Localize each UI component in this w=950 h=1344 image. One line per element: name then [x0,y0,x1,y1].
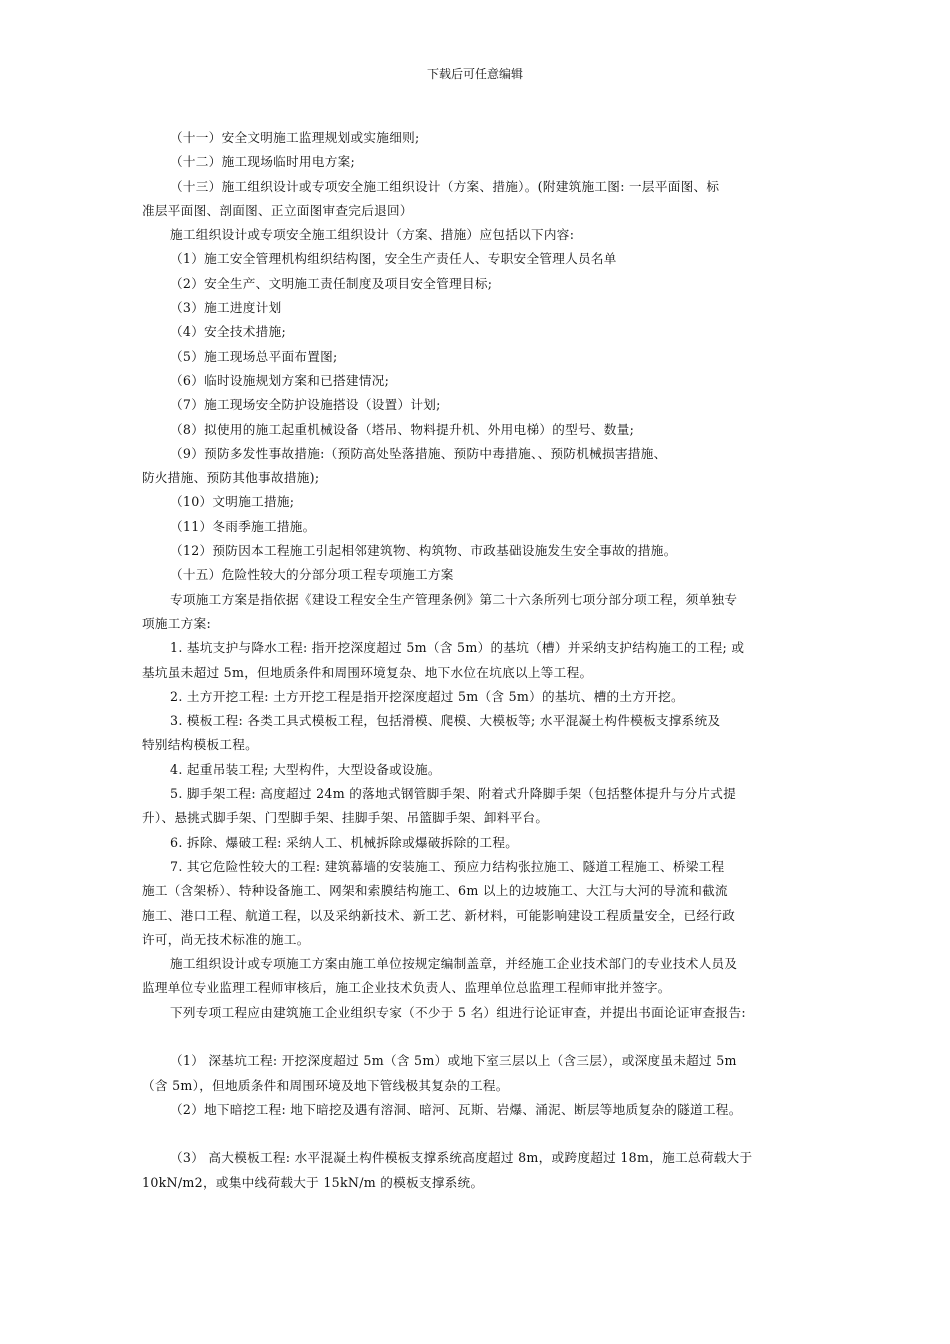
text-line: 施工、港口工程、航道工程，以及采纳新技术、新工艺、新材料，可能影响建设工程质量安全，已经行政 [142,907,736,923]
text-line: （3） 高大模板工程: 水平混凝土构件模板支撑系统高度超过 8m，或跨度超过 18m，施工总荷载大于 [170,1150,753,1166]
text-line: （十三）施工组织设计或专项安全施工组织设计（方案、措施）。(附建筑施工图: 一层平面图、标 [170,178,720,194]
text-line: 5. 脚手架工程: 高度超过 24m 的落地式钢管脚手架、附着式升降脚手架（包括整体提升与分片式提 [170,786,737,802]
text-line: 4. 起重吊装工程; 大型构件，大型设备或设施。 [170,761,441,777]
text-line: （含 5m），但地质条件和周围环境及地下管线极其复杂的工程。 [142,1077,509,1093]
text-line: （1）施工安全管理机构组织结构图，安全生产责任人、专职安全管理人员名单 [170,251,617,267]
text-line: 下列专项工程应由建筑施工企业组织专家（不少于 5 名）组进行论证审查，并提出书面论证审查报告: [170,1004,746,1020]
text-line: （10）文明施工措施; [170,494,295,510]
text-line: 专项施工方案是指依据《建设工程安全生产管理条例》第二十六条所列七项分部分项工程，须单独专 [170,591,738,607]
text-line: （2）安全生产、文明施工责任制度及项目安全管理目标; [170,275,493,291]
text-line: 10kN/m2，或集中线荷载大于 15kN/m 的模板支撑系统。 [142,1174,484,1190]
text-line: 特别结构模板工程。 [142,737,259,753]
text-line: 1. 基坑支护与降水工程: 指开挖深度超过 5m（含 5m）的基坑（槽）并采纳支护结构施工的工程; 或 [170,640,745,656]
text-line: （1） 深基坑工程: 开挖深度超过 5m（含 5m）或地下室三层以上（含三层），或深度虽未超过 5m [170,1053,737,1069]
text-line: 3. 模板工程: 各类工具式模板工程，包括滑模、爬模、大模板等; 水平混凝土构件模板支撑系统及 [170,713,721,729]
text-line: （12）预防因本工程施工引起相邻建筑物、构筑物、市政基础设施发生安全事故的措施。 [170,543,677,559]
text-line: （3）施工进度计划 [170,300,282,316]
text-line: 升）、悬挑式脚手架、门型脚手架、挂脚手架、吊篮脚手架、卸料平台。 [142,810,549,826]
text-line: 施工组织设计或专项安全施工组织设计（方案、措施）应包括以下内容: [170,227,575,243]
text-line: 防火措施、预防其他事故措施); [142,470,320,486]
page-header: 下载后可任意编辑 [426,67,523,81]
text-line: 6. 拆除、爆破工程: 采纳人工、机械拆除或爆破拆除的工程。 [170,834,519,850]
text-line: （7）施工现场安全防护设施搭设（设置）计划; [170,397,441,413]
text-line: （2）地下暗挖工程: 地下暗挖及遇有溶洞、暗河、瓦斯、岩爆、涌泥、断层等地质复杂的隧道工程。 [170,1101,742,1117]
text-line [142,1025,814,1049]
text-line: （8）拟使用的施工起重机械设备（塔吊、物料提升机、外用电梯）的型号、数量; [170,421,635,437]
text-line: 监理单位专业监理工程师审核后，施工企业技术负责人、监理单位总监理工程师审批并签字。 [142,980,671,996]
text-line: （9）预防多发性事故措施:（预防高处坠落措施、预防中毒措施、、预防机械损害措施、 [170,445,667,461]
text-line: （5）施工现场总平面布置图; [170,348,338,364]
text-line: （4）安全技术措施; [170,324,287,340]
text-line: 7. 其它危险性较大的工程: 建筑幕墙的安装施工、预应力结构张拉施工、隧道工程施工、桥梁工程 [170,858,725,874]
text-line: 准层平面图、剖面图、正立面图审查完后退回） [142,202,413,218]
text-line: 施工（含架桥）、特种设备施工、网架和索膜结构施工、6m 以上的边坡施工、大江与大河的导流和截流 [142,883,728,899]
text-line: （十二）施工现场临时用电方案; [170,154,356,170]
text-line: （十五）危险性较大的分部分项工程专项施工方案 [170,567,454,583]
text-line: 基坑虽未超过 5m，但地质条件和周围环境复杂、地下水位在坑底以上等工程。 [142,664,593,680]
text-line: 施工组织设计或专项施工方案由施工单位按规定编制盖章，并经施工企业技术部门的专业技术人员及 [170,956,738,972]
document-body [142,126,814,1195]
text-line: 许可，尚无技术标准的施工。 [142,931,310,947]
text-line: 项施工方案: [142,615,212,631]
text-line: （十一）安全文明施工监理规划或实施细则; [170,130,420,145]
text-line [142,1122,814,1146]
text-line: 2. 土方开挖工程: 土方开挖工程是指开挖深度超过 5m（含 5m）的基坑、槽的土方开挖。 [170,688,684,704]
text-line: （6）临时设施规划方案和已搭建情况; [170,372,390,388]
text-line: （11）冬雨季施工措施。 [170,518,316,534]
